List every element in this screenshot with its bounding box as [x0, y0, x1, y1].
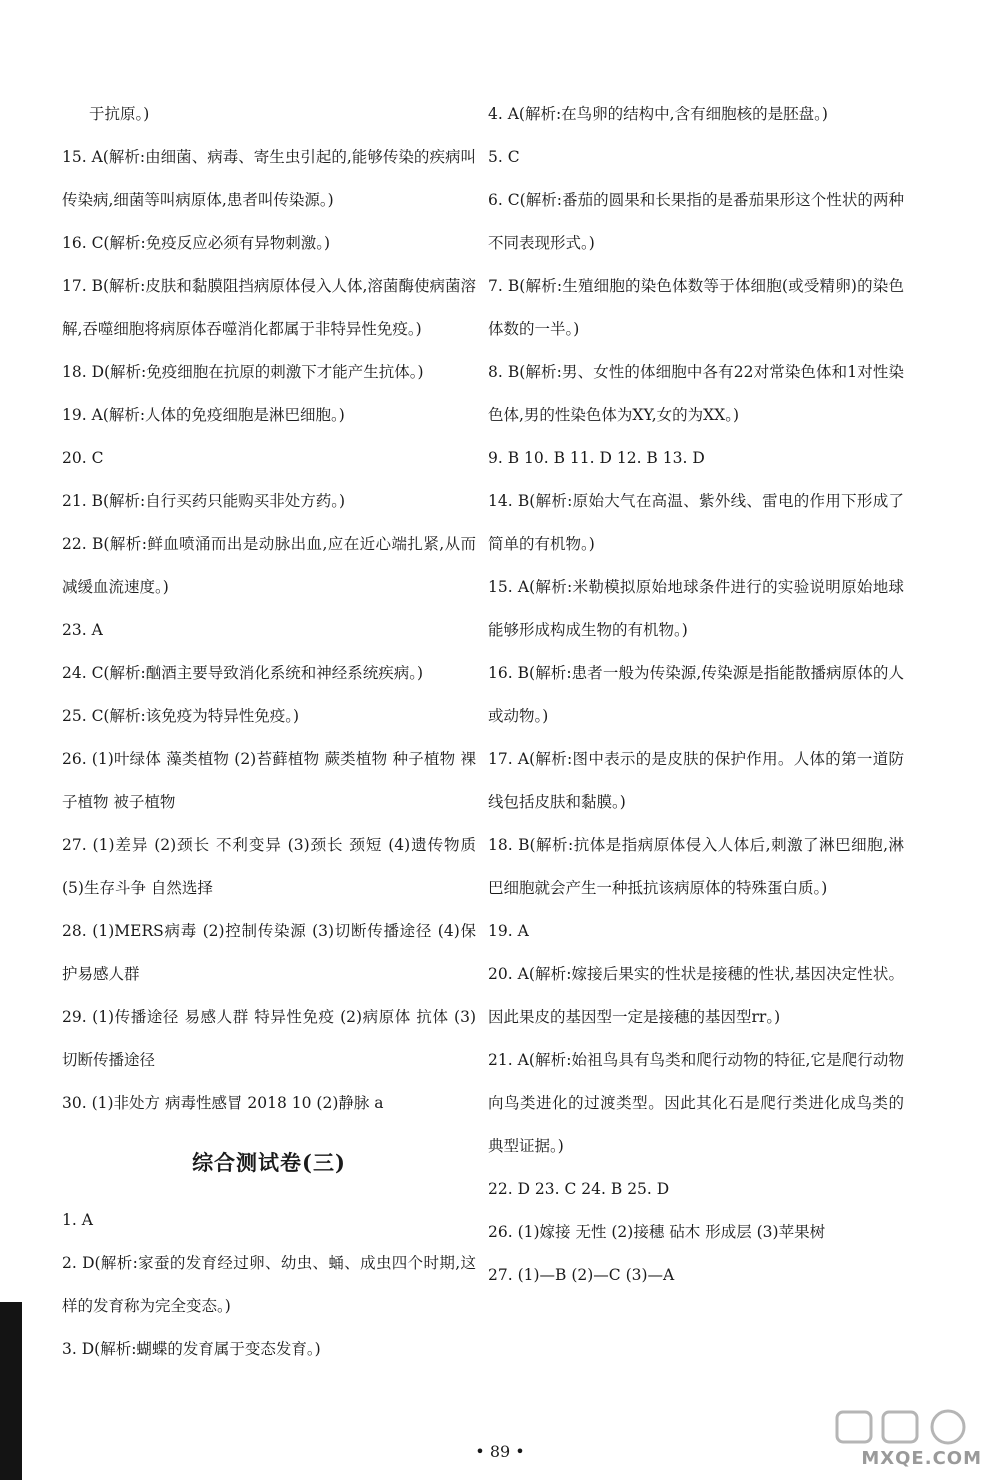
- answer-item: 30. (1)非处方 病毒性感冒 2018 10 (2)静脉 a: [62, 1094, 384, 1112]
- answer-item: 1. A: [62, 1211, 93, 1229]
- answer-item: 7. B(解析:生殖细胞的染色体数等于体细胞(或受精卵)的染色体数的一半。): [488, 277, 904, 338]
- left-column: [62, 93, 476, 1371]
- answer-item: 21. B(解析:自行买药只能购买非处方药。): [62, 492, 346, 510]
- answer-item: 24. C(解析:酗酒主要导致消化系统和神经系统疾病。): [62, 664, 424, 682]
- answer-item: 14. B(解析:原始大气在高温、紫外线、雷电的作用下形成了简单的有机物。): [488, 492, 904, 553]
- answer-item: 2. D(解析:家蚕的发育经过卵、幼虫、蛹、成虫四个时期,这样的发育称为完全变态。): [62, 1254, 476, 1315]
- section-title: 综合测试卷(三): [192, 1150, 346, 1175]
- answer-item: 8. B(解析:男、女性的体细胞中各有22对常染色体和1对性染色体,男的性染色体为XY,女的为XX。): [488, 363, 904, 424]
- answer-item: 22. B(解析:鲜血喷涌而出是动脉出血,应在近心端扎紧,从而减缓血流速度。): [62, 535, 476, 596]
- answer-item: 17. B(解析:皮肤和黏膜阻挡病原体侵入人体,溶菌酶使病菌溶解,吞噬细胞将病原体吞噬消化都属于非特异性免疫。): [62, 277, 476, 338]
- answer-item: 6. C(解析:番茄的圆果和长果指的是番茄果形这个性状的两种不同表现形式。): [488, 191, 904, 252]
- answer-item: 19. A: [488, 922, 529, 940]
- answer-item: 20. A(解析:嫁接后果实的性状是接穗的性状,基因决定性状。因此果皮的基因型一定是接穗的基因型rr。): [488, 965, 904, 1026]
- right-answers: [488, 93, 904, 1297]
- answer-item: 26. (1)叶绿体 藻类植物 (2)苔藓植物 蕨类植物 种子植物 裸子植物 被子植物: [62, 750, 476, 811]
- page-number: • 89 •: [475, 1442, 525, 1461]
- answer-item: 4. A(解析:在鸟卵的结构中,含有细胞核的是胚盘。): [488, 105, 828, 123]
- answer-item: 19. A(解析:人体的免疫细胞是淋巴细胞。): [62, 406, 345, 424]
- answer-item: 5. C: [488, 148, 520, 166]
- answer-item: 17. A(解析:图中表示的是皮肤的保护作用。人体的第一道防线包括皮肤和黏膜。): [488, 750, 904, 811]
- answer-item: 15. A(解析:米勒模拟原始地球条件进行的实验说明原始地球能够形成构成生物的有机物。): [488, 578, 904, 639]
- answer-item: 26. (1)嫁接 无性 (2)接穗 砧木 形成层 (3)苹果树: [488, 1223, 826, 1241]
- answer-item: 16. B(解析:患者一般为传染源,传染源是指能散播病原体的人或动物。): [488, 664, 904, 725]
- answer-item: 27. (1)差异 (2)颈长 不利变异 (3)颈长 颈短 (4)遗传物质 (5)生存斗争 自然选择: [62, 836, 476, 897]
- answer-item: 18. B(解析:抗体是指病原体侵入人体后,刺激了淋巴细胞,淋巴细胞就会产生一种抵抗该病原体的特殊蛋白质。): [488, 836, 904, 897]
- answer-item: 29. (1)传播途径 易感人群 特异性免疫 (2)病原体 抗体 (3)切断传播途径: [62, 1008, 476, 1069]
- answer-item: 22. D 23. C 24. B 25. D: [488, 1180, 670, 1198]
- left-answers: [62, 93, 476, 1125]
- answer-item: 15. A(解析:由细菌、病毒、寄生虫引起的,能够传染的疾病叫传染病,细菌等叫病原体,患者叫传染源。): [62, 148, 476, 209]
- answer-item: 27. (1)—B (2)—C (3)—A: [488, 1266, 675, 1284]
- answer-item: 18. D(解析:免疫细胞在抗原的刺激下才能产生抗体。): [62, 363, 424, 381]
- answer-item: 20. C: [62, 449, 104, 467]
- right-column: [488, 93, 904, 1297]
- answer-item: 于抗原。): [89, 105, 150, 123]
- scan-edge-shadow: [0, 1302, 22, 1480]
- answer-item: 9. B 10. B 11. D 12. B 13. D: [488, 449, 705, 467]
- answer-item: 25. C(解析:该免疫为特异性免疫。): [62, 707, 300, 725]
- answer-item: 3. D(解析:蝴蝶的发育属于变态发育。): [62, 1340, 321, 1358]
- answer-item: 16. C(解析:免疫反应必须有异物刺激。): [62, 234, 331, 252]
- answer-item: 21. A(解析:始祖鸟具有鸟类和爬行动物的特征,它是爬行动物向鸟类进化的过渡类型。因此其化石是爬行类进化成鸟类的典型证据。): [488, 1051, 904, 1155]
- answer-item: 23. A: [62, 621, 103, 639]
- left-answers-after-title: [62, 1199, 476, 1371]
- watermark-text: MXQE.COM: [861, 1448, 982, 1469]
- answer-item: 28. (1)MERS病毒 (2)控制传染源 (3)切断传播途径 (4)保护易感人群: [62, 922, 476, 983]
